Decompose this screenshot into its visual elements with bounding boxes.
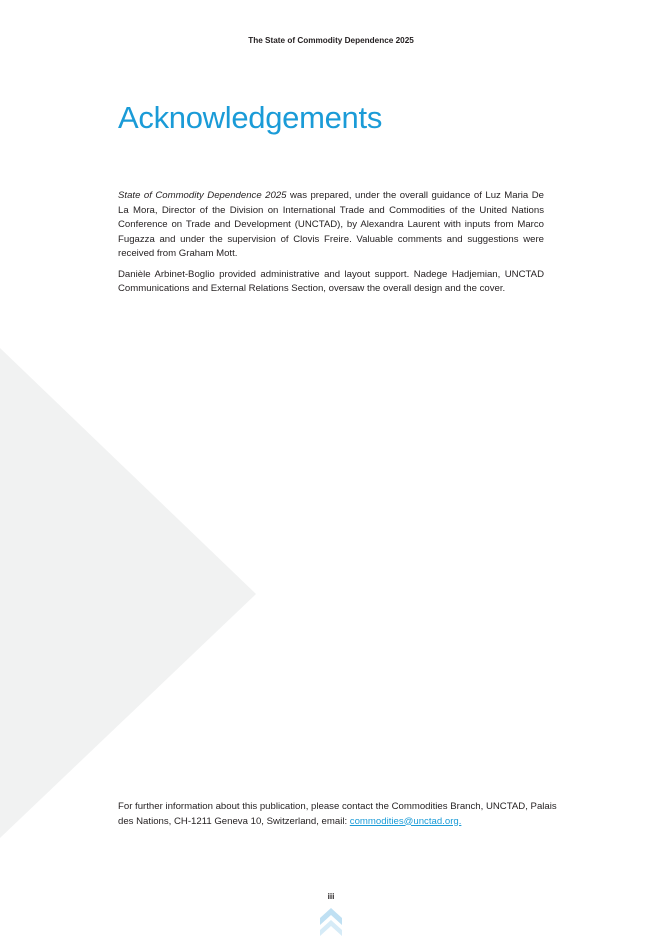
running-header: The State of Commodity Dependence 2025 [248,36,414,45]
page-title: Acknowledgements [118,100,383,135]
contact-text: For further information about this publication, please contact the Commodities Branch, UNCTAD, Palais des Nations, CH-1211 Geneva 10, Switzerland, email: [118,801,557,827]
acknowledgements-paragraph-2: Danièle Arbinet-Boglio provided administrative and layout support. Nadege Hadjemian, UNCTAD Communications and External Relations Section, oversaw the overall design and the cover. [118,268,544,294]
acknowledgements-body [118,189,544,303]
contact-info [118,800,558,829]
contact-email-link[interactable]: commodities@unctad.org. [349,815,462,827]
paragraph-1-text: was prepared, under the overall guidance of Luz Maria De La Mora, Director of the Division on International Trade and Commodities of the United Nations Conference on Trade and Development (UNCTAD), by Alexandra Laurent with inputs from Marco Fugazza and under the supervision of Clovis Freire. Valuable comments and suggestions were received from Graham Mott. [118,190,544,259]
chevron-up-icon [320,908,342,936]
publication-title-italic: State of Commodity Dependence 2025 [118,190,287,201]
acknowledgements-paragraph-1 [118,189,544,262]
page-number: iii [327,892,335,901]
